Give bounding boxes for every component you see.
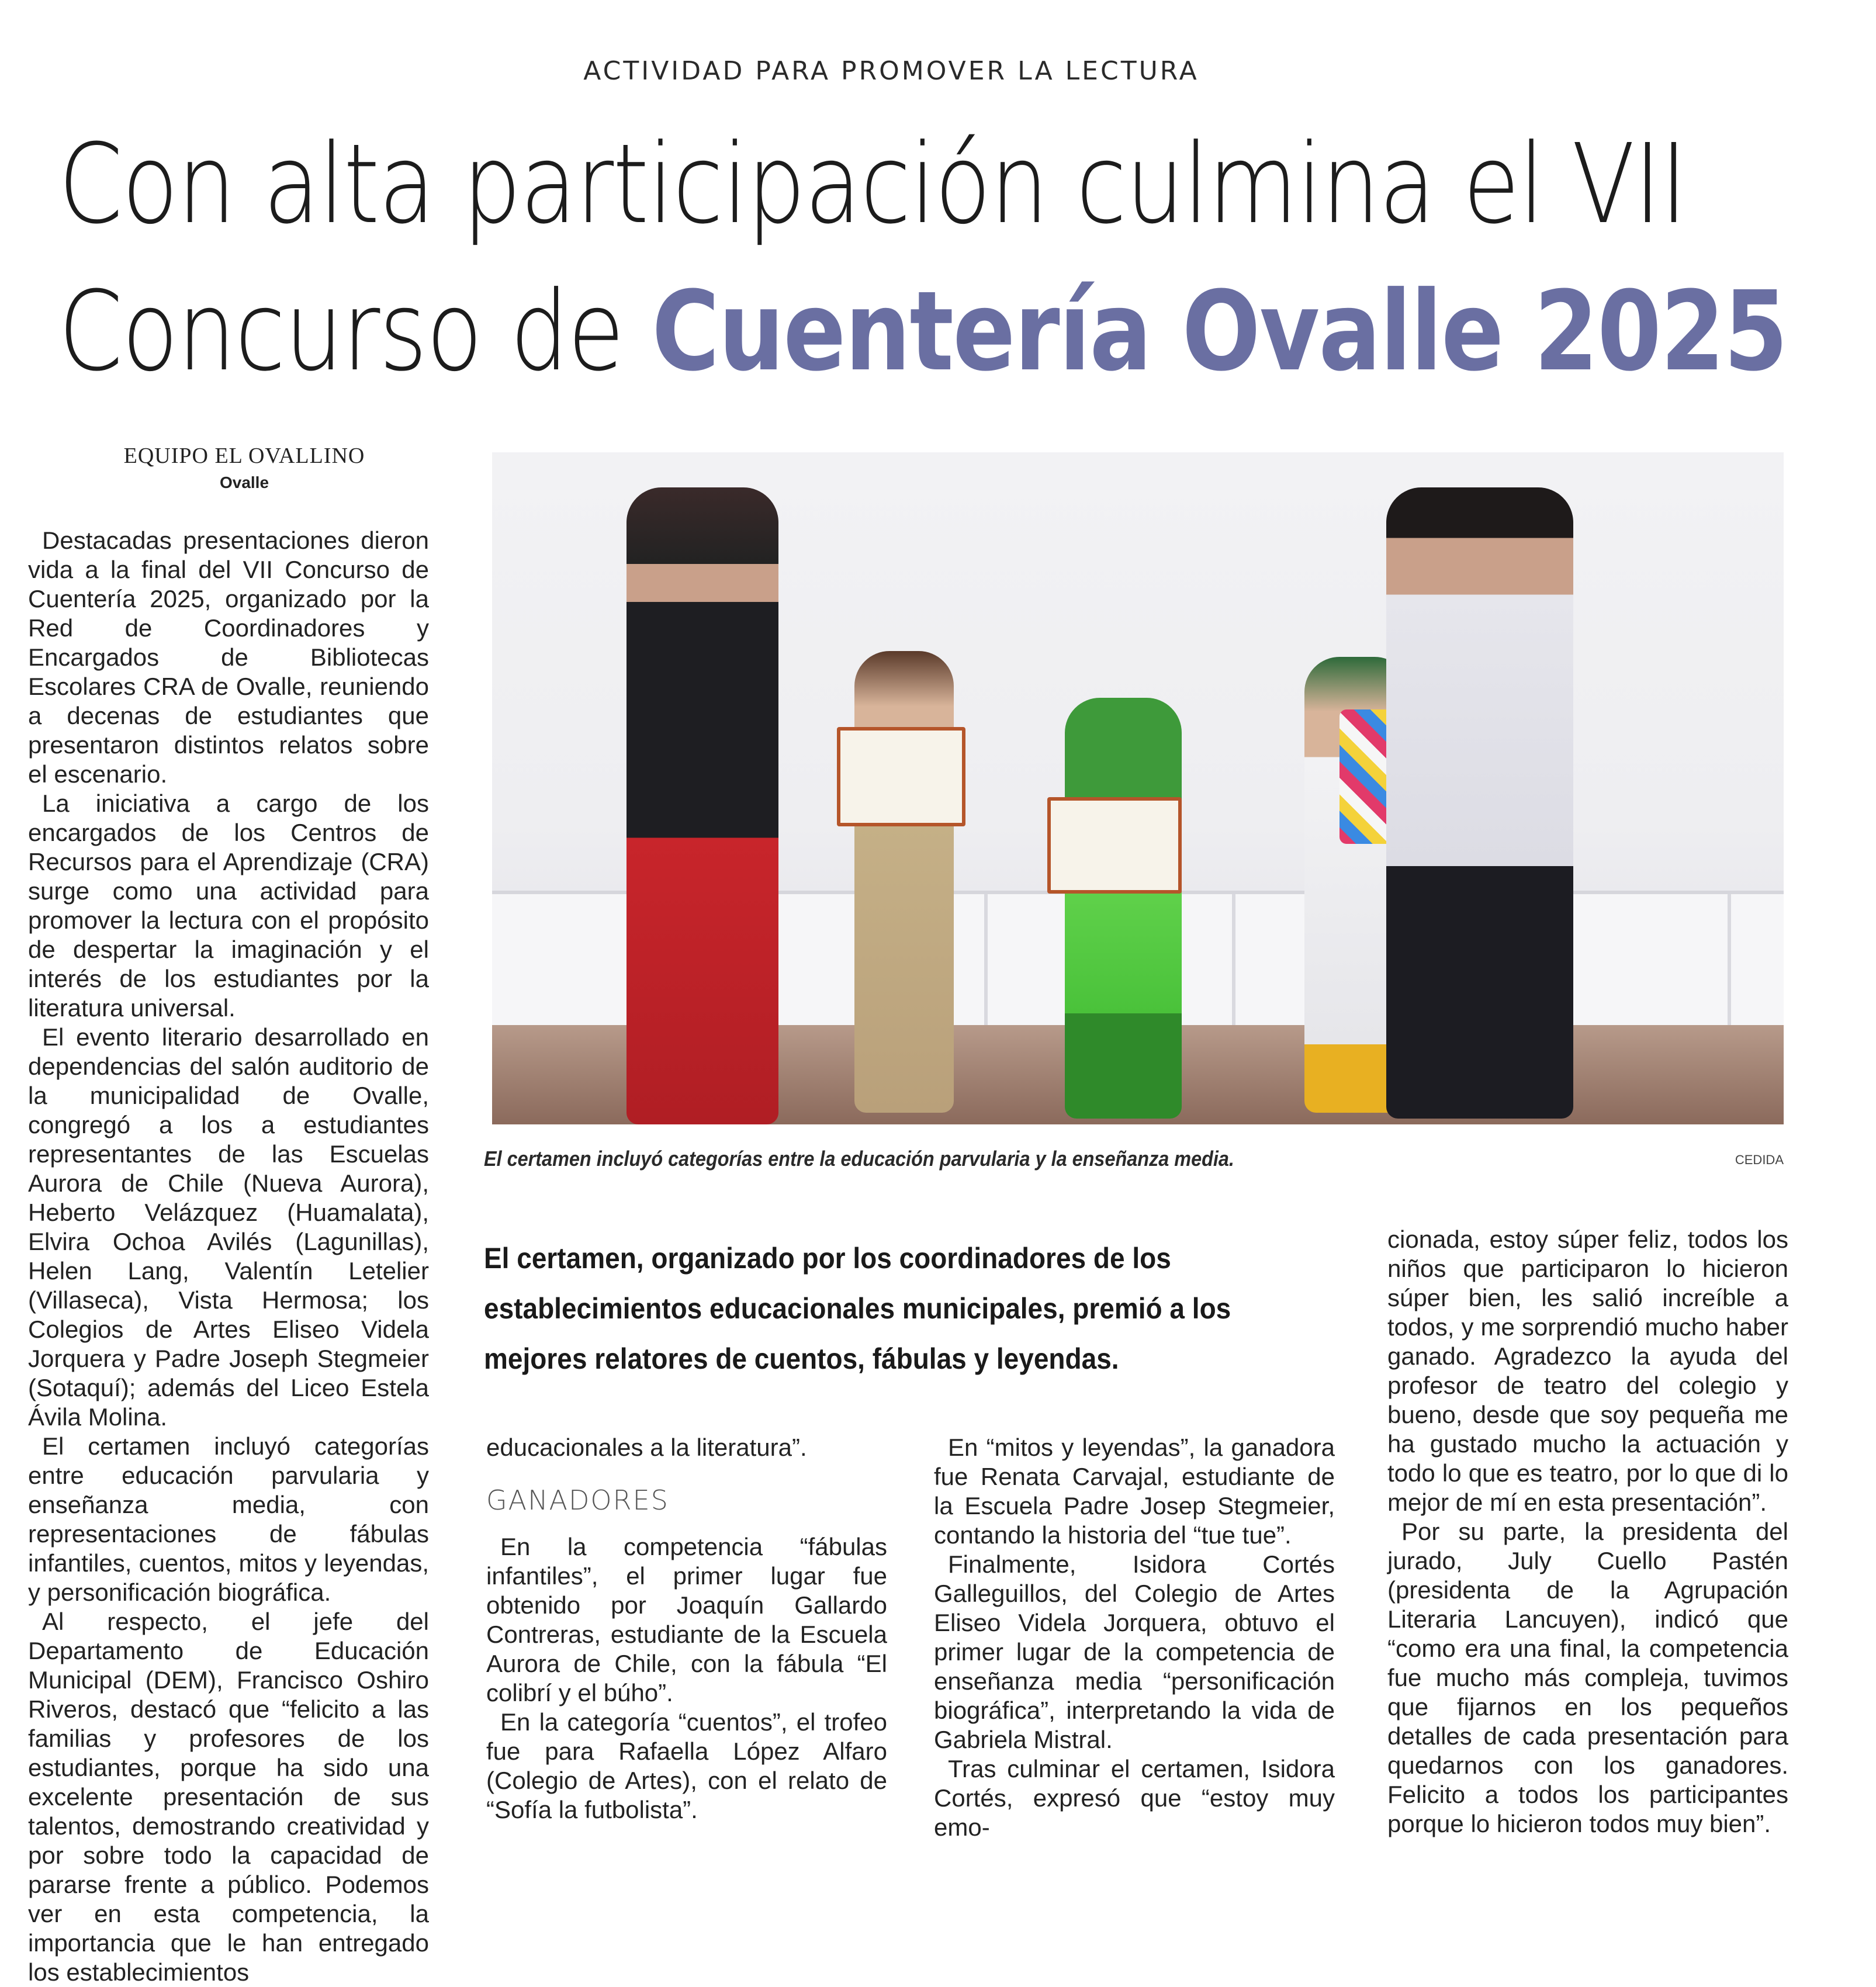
paragraph: La iniciativa a cargo de los encargados de los Centros de Recursos para el Aprendizaje (CRA) surge como una actividad para promover la lectura con el propósito de despertar la imaginación y el interés de los estudiantes por la literatura universal. <box>28 790 429 1022</box>
headline <box>58 111 1787 406</box>
headline-line-1: Con alta participación culmina el VII <box>58 120 1687 248</box>
body-column-3 <box>934 1433 1335 1842</box>
photo-figure-child-1 <box>854 651 954 1113</box>
paragraph: Por su parte, la presidenta del jurado, July Cuello Pastén (presidenta de la Agrupación Literaria Lancuyen), indicó que “como era una final, la competencia fue mucho más compleja, tuvimos que fijarnos en los pequeños detalles de cada presentación para quedarnos con los ganadores. Felicito a todos los participantes porque lo hicieron todos muy bien”. <box>1387 1518 1788 1837</box>
paragraph-continuation: cionada, estoy súper feliz, todos los niños que participaron lo hicieron súper bien, les salió increíble a todos, y me sorprendió mucho haber ganado. Agradezco la ayuda del profesor de teatro del colegio y bueno, desde que soy pequeña me ha gustado mucho la actuación y todo lo que es teatro, por lo que di lo mejor de mí en esta presentación”. <box>1387 1226 1788 1516</box>
byline-place: Ovalle <box>219 473 269 491</box>
article-photo <box>492 452 1784 1124</box>
photo-figure-adult-right <box>1386 487 1573 1119</box>
pull-quote: El certamen, organizado por los coordinadores de los establecimientos educacionales municipales, premió a los mejores relatores de cuentos, fábulas y leyendas. <box>484 1242 1231 1375</box>
paragraph-continuation: educacionales a la literatura”. <box>486 1434 807 1461</box>
paragraph: El certamen incluyó categorías entre educación parvularia y enseñanza media, con representaciones de fábulas infantiles, cuentos, mitos y leyendas, y personificación biográfica. <box>28 1432 429 1606</box>
photo-figure-child-2 <box>1065 698 1182 1119</box>
byline-author: EQUIPO EL OVALLINO <box>123 444 365 468</box>
kicker: ACTIVIDAD PARA PROMOVER LA LECTURA <box>583 56 1199 86</box>
photo-caption: El certamen incluyó categorías entre la educación parvularia y la enseñanza media. <box>484 1147 1234 1171</box>
headline-line-2-plain: Concurso de <box>58 268 652 396</box>
paragraph: En “mitos y leyendas”, la ganadora fue Renata Carvajal, estudiante de la Escuela Padre Josep Stegmeier, contando la historia del “tue tue”. <box>934 1434 1335 1549</box>
body-column-4 <box>1387 1225 1788 1839</box>
paragraph: Finalmente, Isidora Cortés Galleguillos, del Colegio de Artes Eliseo Videla Jorquera, obtuvo el primer lugar de la competencia de enseñanza media “personificación biográfica”, interpretando la vida de Gabriela Mistral. <box>934 1550 1335 1753</box>
paragraph: El evento literario desarrollado en dependencias del salón auditorio de la municipalidad de Ovalle, congregó a los a estudiantes representantes de las Escuelas Aurora de Chile (Nueva Aurora), Heberto Velázquez (Huamalata), Elvira Ochoa Avilés (Lagunillas), Helen Lang, Valentín Letelier (Villaseca), Vista Hermosa; los Colegios de Artes Eliseo Videla Jorquera y Padre Joseph Stegmeier (Sotaquí); además del Liceo Estela Ávila Molina. <box>28 1023 429 1431</box>
paragraph: Tras culminar el certamen, Isidora Cortés, expresó que “estoy muy emo- <box>934 1755 1335 1841</box>
headline-line-2-accent: Cuentería Ovalle 2025 <box>652 268 1787 396</box>
body-column-1 <box>28 526 429 1987</box>
paragraph: Al respecto, el jefe del Departamento de Educación Municipal (DEM), Francisco Oshiro Riveros, destacó que “felicito a las familias y profesores de los estudiantes, porque ha sido una excelente presentación de sus talentos, demostrando creatividad y por sobre todo la capacidad de pararse frente a público. Podemos ver en esta competencia, la importancia que le han entregado los establecimientos <box>28 1608 429 1986</box>
section-subhead: GANADORES <box>486 1484 669 1516</box>
photo-credit: CEDIDA <box>1735 1152 1784 1167</box>
paragraph: En la categoría “cuentos”, el trofeo fue para Rafaella López Alfaro (Colegio de Artes), con el relato de “Sofía la futbolista”. <box>486 1708 887 1823</box>
photo-figure-adult-left <box>627 487 778 1124</box>
paragraph: En la competencia “fábulas infantiles”, el primer lugar fue obtenido por Joaquín Gallardo Contreras, estudiante de la Escuela Aurora de Chile, con la fábula “El colibrí y el búho”. <box>486 1533 887 1706</box>
photo-certificate-2 <box>1047 797 1182 894</box>
body-column-2 <box>486 1433 887 1825</box>
paragraph: Destacadas presentaciones dieron vida a la final del VII Concurso de Cuentería 2025, organizado por la Red de Coordinadores y Encargados de Bibliotecas Escolares CRA de Ovalle, reuniendo a decenas de estudiantes que presentaron distintos relatos sobre el escenario. <box>28 527 429 788</box>
photo-certificate-1 <box>837 727 965 826</box>
